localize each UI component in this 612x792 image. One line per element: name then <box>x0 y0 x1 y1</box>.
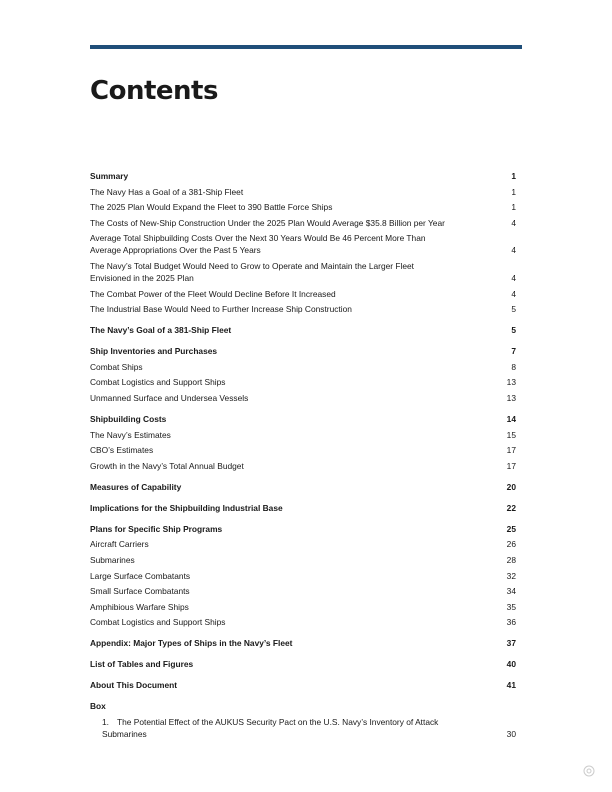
toc-label: Growth in the Navy’s Total Annual Budget <box>90 460 244 471</box>
toc-page: 22 <box>506 502 516 513</box>
toc-label: Ship Inventories and Purchases <box>90 346 218 357</box>
toc-page: 17 <box>506 445 516 456</box>
toc-label: The Navy’s Estimates <box>90 429 171 440</box>
toc-page: 1 <box>511 171 516 181</box>
box-number: 1. <box>102 716 109 727</box>
toc-label: CBO’s Estimates <box>90 445 154 456</box>
toc-page: 4 <box>511 245 516 256</box>
toc-entry[interactable] <box>90 288 516 300</box>
toc-page: 4 <box>511 272 516 283</box>
toc-entry-measures-of-capability[interactable] <box>90 481 516 493</box>
toc-page: 8 <box>511 361 516 372</box>
toc-label: The Combat Power of the Fleet Would Decline Before It Increased <box>90 288 336 299</box>
toc-page: 34 <box>506 586 516 597</box>
gear-icon[interactable] <box>583 765 595 777</box>
toc-page: 26 <box>506 539 516 550</box>
toc-label: Implications for the Shipbuilding Industrial Base <box>90 502 283 513</box>
toc-entry[interactable] <box>90 303 516 315</box>
toc-page: 40 <box>506 659 516 670</box>
toc-entry[interactable] <box>90 260 516 284</box>
toc-page: 13 <box>506 377 516 388</box>
toc-label: Appendix: Major Types of Ships in the Navy’s Fleet <box>90 638 293 649</box>
toc-entry[interactable] <box>90 376 516 388</box>
table-of-contents <box>90 170 516 743</box>
toc-label: Combat Ships <box>90 361 143 372</box>
toc-page: 1 <box>511 186 516 197</box>
toc-entry-specific-programs[interactable] <box>90 523 516 535</box>
toc-label: Plans for Specific Ship Programs <box>90 523 223 534</box>
toc-label: Combat Logistics and Support Ships <box>90 377 226 388</box>
toc-page: 35 <box>506 601 516 612</box>
toc-entry-summary[interactable] <box>90 170 516 182</box>
toc-entry-ship-inventories[interactable] <box>90 345 516 357</box>
toc-label: Aircraft Carriers <box>90 539 149 550</box>
toc-label: Box <box>90 701 106 712</box>
toc-page: 5 <box>511 304 516 315</box>
toc-label: Summary <box>90 171 129 181</box>
toc-entry-list-of-tables[interactable] <box>90 658 516 670</box>
toc-entry[interactable] <box>90 601 516 613</box>
toc-label: The Costs of New-Ship Construction Under the 2025 Plan Would Average $35.8 Billion per Year <box>90 217 445 228</box>
toc-entry-about[interactable] <box>90 679 516 691</box>
toc-label: Average Total Shipbuilding Costs Over the Next 30 Years Would Be 46 Percent More Than Average Appropriations Over the Past 5 Years <box>90 233 426 256</box>
toc-entry-box-1[interactable] <box>90 716 516 740</box>
toc-page: 41 <box>506 680 516 691</box>
toc-label: Shipbuilding Costs <box>90 413 167 424</box>
toc-label: Amphibious Warfare Ships <box>90 601 189 612</box>
toc-label: The Industrial Base Would Need to Further Increase Ship Construction <box>90 304 352 315</box>
toc-entry[interactable] <box>90 585 516 597</box>
toc-entry[interactable] <box>90 232 516 256</box>
toc-entry[interactable] <box>90 217 516 229</box>
box-title: The Potential Effect of the AUKUS Security Pact on the U.S. Navy’s Inventory of Attack Submarines <box>102 716 439 739</box>
toc-page: 36 <box>506 617 516 628</box>
toc-label: About This Document <box>90 680 178 691</box>
toc-page: 25 <box>506 523 516 534</box>
toc-page: 4 <box>511 217 516 228</box>
toc-entry[interactable] <box>90 361 516 373</box>
toc-entry[interactable] <box>90 201 516 213</box>
toc-label: The Navy’s Goal of a 381-Ship Fleet <box>90 325 232 336</box>
toc-page: 32 <box>506 570 516 581</box>
toc-entry[interactable] <box>90 538 516 550</box>
page-title: Contents <box>90 76 218 106</box>
toc-page: 1 <box>511 202 516 213</box>
toc-page: 7 <box>511 346 516 357</box>
toc-label: Submarines <box>90 554 135 565</box>
toc-label: Measures of Capability <box>90 481 182 492</box>
toc-page: 30 <box>506 728 516 739</box>
toc-entry[interactable] <box>90 186 516 198</box>
toc-entry-box-heading <box>90 700 516 712</box>
header-rule <box>90 45 522 49</box>
toc-entry[interactable] <box>90 554 516 566</box>
toc-entry[interactable] <box>90 429 516 441</box>
toc-page: 4 <box>511 288 516 299</box>
toc-entry-appendix[interactable] <box>90 637 516 649</box>
toc-label: Large Surface Combatants <box>90 570 191 581</box>
toc-page: 14 <box>506 413 516 424</box>
toc-page: 17 <box>506 460 516 471</box>
toc-entry[interactable] <box>90 444 516 456</box>
toc-entry-industrial-base[interactable] <box>90 502 516 514</box>
toc-page: 37 <box>506 638 516 649</box>
toc-label <box>102 716 462 740</box>
toc-entry-shipbuilding-costs[interactable] <box>90 413 516 425</box>
toc-page: 20 <box>506 481 516 492</box>
toc-page: 5 <box>511 325 516 336</box>
toc-entry[interactable] <box>90 392 516 404</box>
toc-entry-navy-goal[interactable] <box>90 324 516 336</box>
toc-label: The Navy’s Total Budget Would Need to Grow to Operate and Maintain the Larger Fleet Envisioned in the 2025 Plan <box>90 260 415 283</box>
toc-label: Small Surface Combatants <box>90 586 190 597</box>
toc-entry[interactable] <box>90 570 516 582</box>
toc-label: The Navy Has a Goal of a 381-Ship Fleet <box>90 186 244 197</box>
toc-page: 13 <box>506 392 516 403</box>
toc-label: Combat Logistics and Support Ships <box>90 617 226 628</box>
toc-entry[interactable] <box>90 460 516 472</box>
toc-entry[interactable] <box>90 616 516 628</box>
toc-page: 28 <box>506 554 516 565</box>
toc-page: 15 <box>506 429 516 440</box>
toc-label: List of Tables and Figures <box>90 659 194 670</box>
toc-label: Unmanned Surface and Undersea Vessels <box>90 392 249 403</box>
toc-label: The 2025 Plan Would Expand the Fleet to 390 Battle Force Ships <box>90 202 333 213</box>
